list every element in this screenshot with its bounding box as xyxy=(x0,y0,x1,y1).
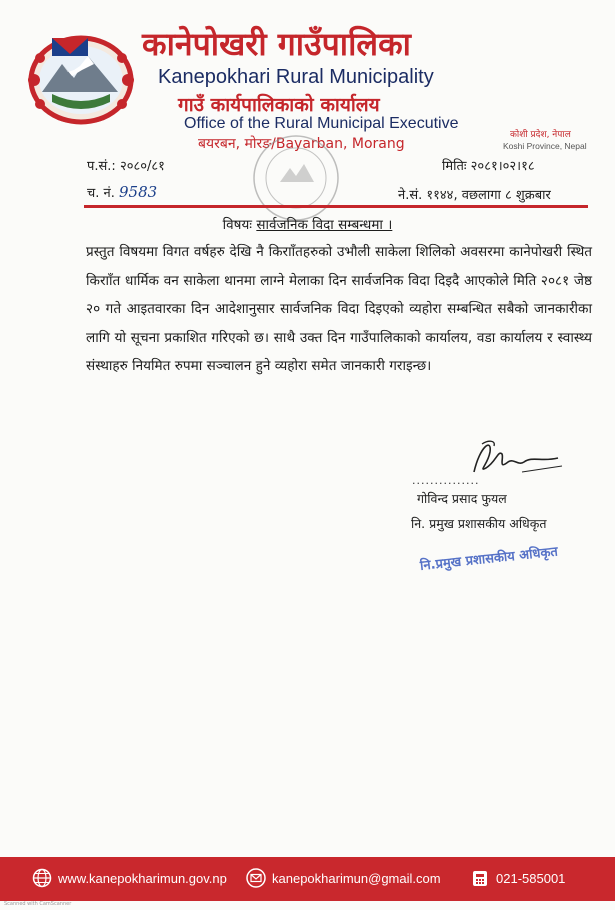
signer-title: नि. प्रमुख प्रशासकीय अधिकृत xyxy=(411,516,547,531)
office-stamp-icon xyxy=(250,132,342,224)
municipality-title-np: कानेपोखरी गाउँपालिका xyxy=(142,25,411,63)
dispatch-label: च. नं. xyxy=(87,186,115,201)
dispatch-number xyxy=(87,183,157,201)
letter-date: मितिः २०८१।०२।१८ xyxy=(442,159,535,174)
municipality-emblem-icon xyxy=(22,28,140,128)
office-address: बयरबन, मोरङ/Bayarban, Morang xyxy=(198,136,405,152)
footer-phone[interactable] xyxy=(470,868,565,888)
province-np: कोशी प्रदेश, नेपाल xyxy=(510,130,571,140)
email-text: kanepokharimun@gmail.com xyxy=(272,870,441,886)
subject-line xyxy=(0,215,615,233)
municipality-title-en: Kanepokhari Rural Municipality xyxy=(158,66,434,88)
globe-icon xyxy=(32,868,52,888)
header-divider xyxy=(84,205,588,208)
province-en: Koshi Province, Nepal xyxy=(503,141,587,151)
footer-email[interactable] xyxy=(246,868,441,888)
subject-label: विषयः xyxy=(222,217,253,233)
notice-body: प्रस्तुत विषयमा विगत वर्षहरु देखि नै किरााँतहरुको उभौली साकेला शिलिको अवसरमा कानेपोखरी स्थित किरााँत धार्मिक वन साकेला थानमा लाग्ने मेलाका दिन सार्वजनिक विदा दिइदै आएकोले मिति २०८१ जेष्ठ २० गते आइतवारका दिन आदेशानुसार सार्वजनिक विदा दिइएको व्यहोरा सम्बन्धित सबैको जानकारीका लागि यो सूचना प्रकाशित गरिएको छ। साथै उक्त दिन गाउँपालिकाको कार्यालय, वडा कार्यालय र स्वास्थ्य संस्थाहरु नियमित रुपमा सञ्चालन हुने व्यहोरा समेत जानकारी गराइन्छ। xyxy=(86,244,592,375)
subject-text: सार्वजनिक विदा सम्बन्धमा । xyxy=(256,217,393,233)
office-name-np: गाउँ कार्यपालिकाको कार्यालय xyxy=(178,94,380,116)
website-text: www.kanepokharimun.gov.np xyxy=(58,870,227,886)
telephone-icon xyxy=(470,868,490,888)
nepal-sambat-date: ने.सं. ११४४, वछलागा ८ शुक्रबार xyxy=(398,188,551,203)
signer-name: गोविन्द प्रसाद फुयल xyxy=(417,491,507,506)
phone-text: 021-585001 xyxy=(496,870,566,886)
signature-line: ............... xyxy=(412,474,480,487)
envelope-icon xyxy=(246,868,266,888)
scanner-watermark: Scanned with CamScanner xyxy=(4,901,72,907)
contact-footer xyxy=(0,857,615,901)
reference-number: प.सं.: २०८०/८१ xyxy=(87,159,165,174)
office-name-en: Office of the Rural Municipal Executive xyxy=(184,115,459,132)
dispatch-value: 9583 xyxy=(119,183,158,201)
designation-stamp: नि.प्रमुख प्रशासकीय अधिकृत xyxy=(419,544,559,574)
footer-website[interactable] xyxy=(32,868,227,888)
